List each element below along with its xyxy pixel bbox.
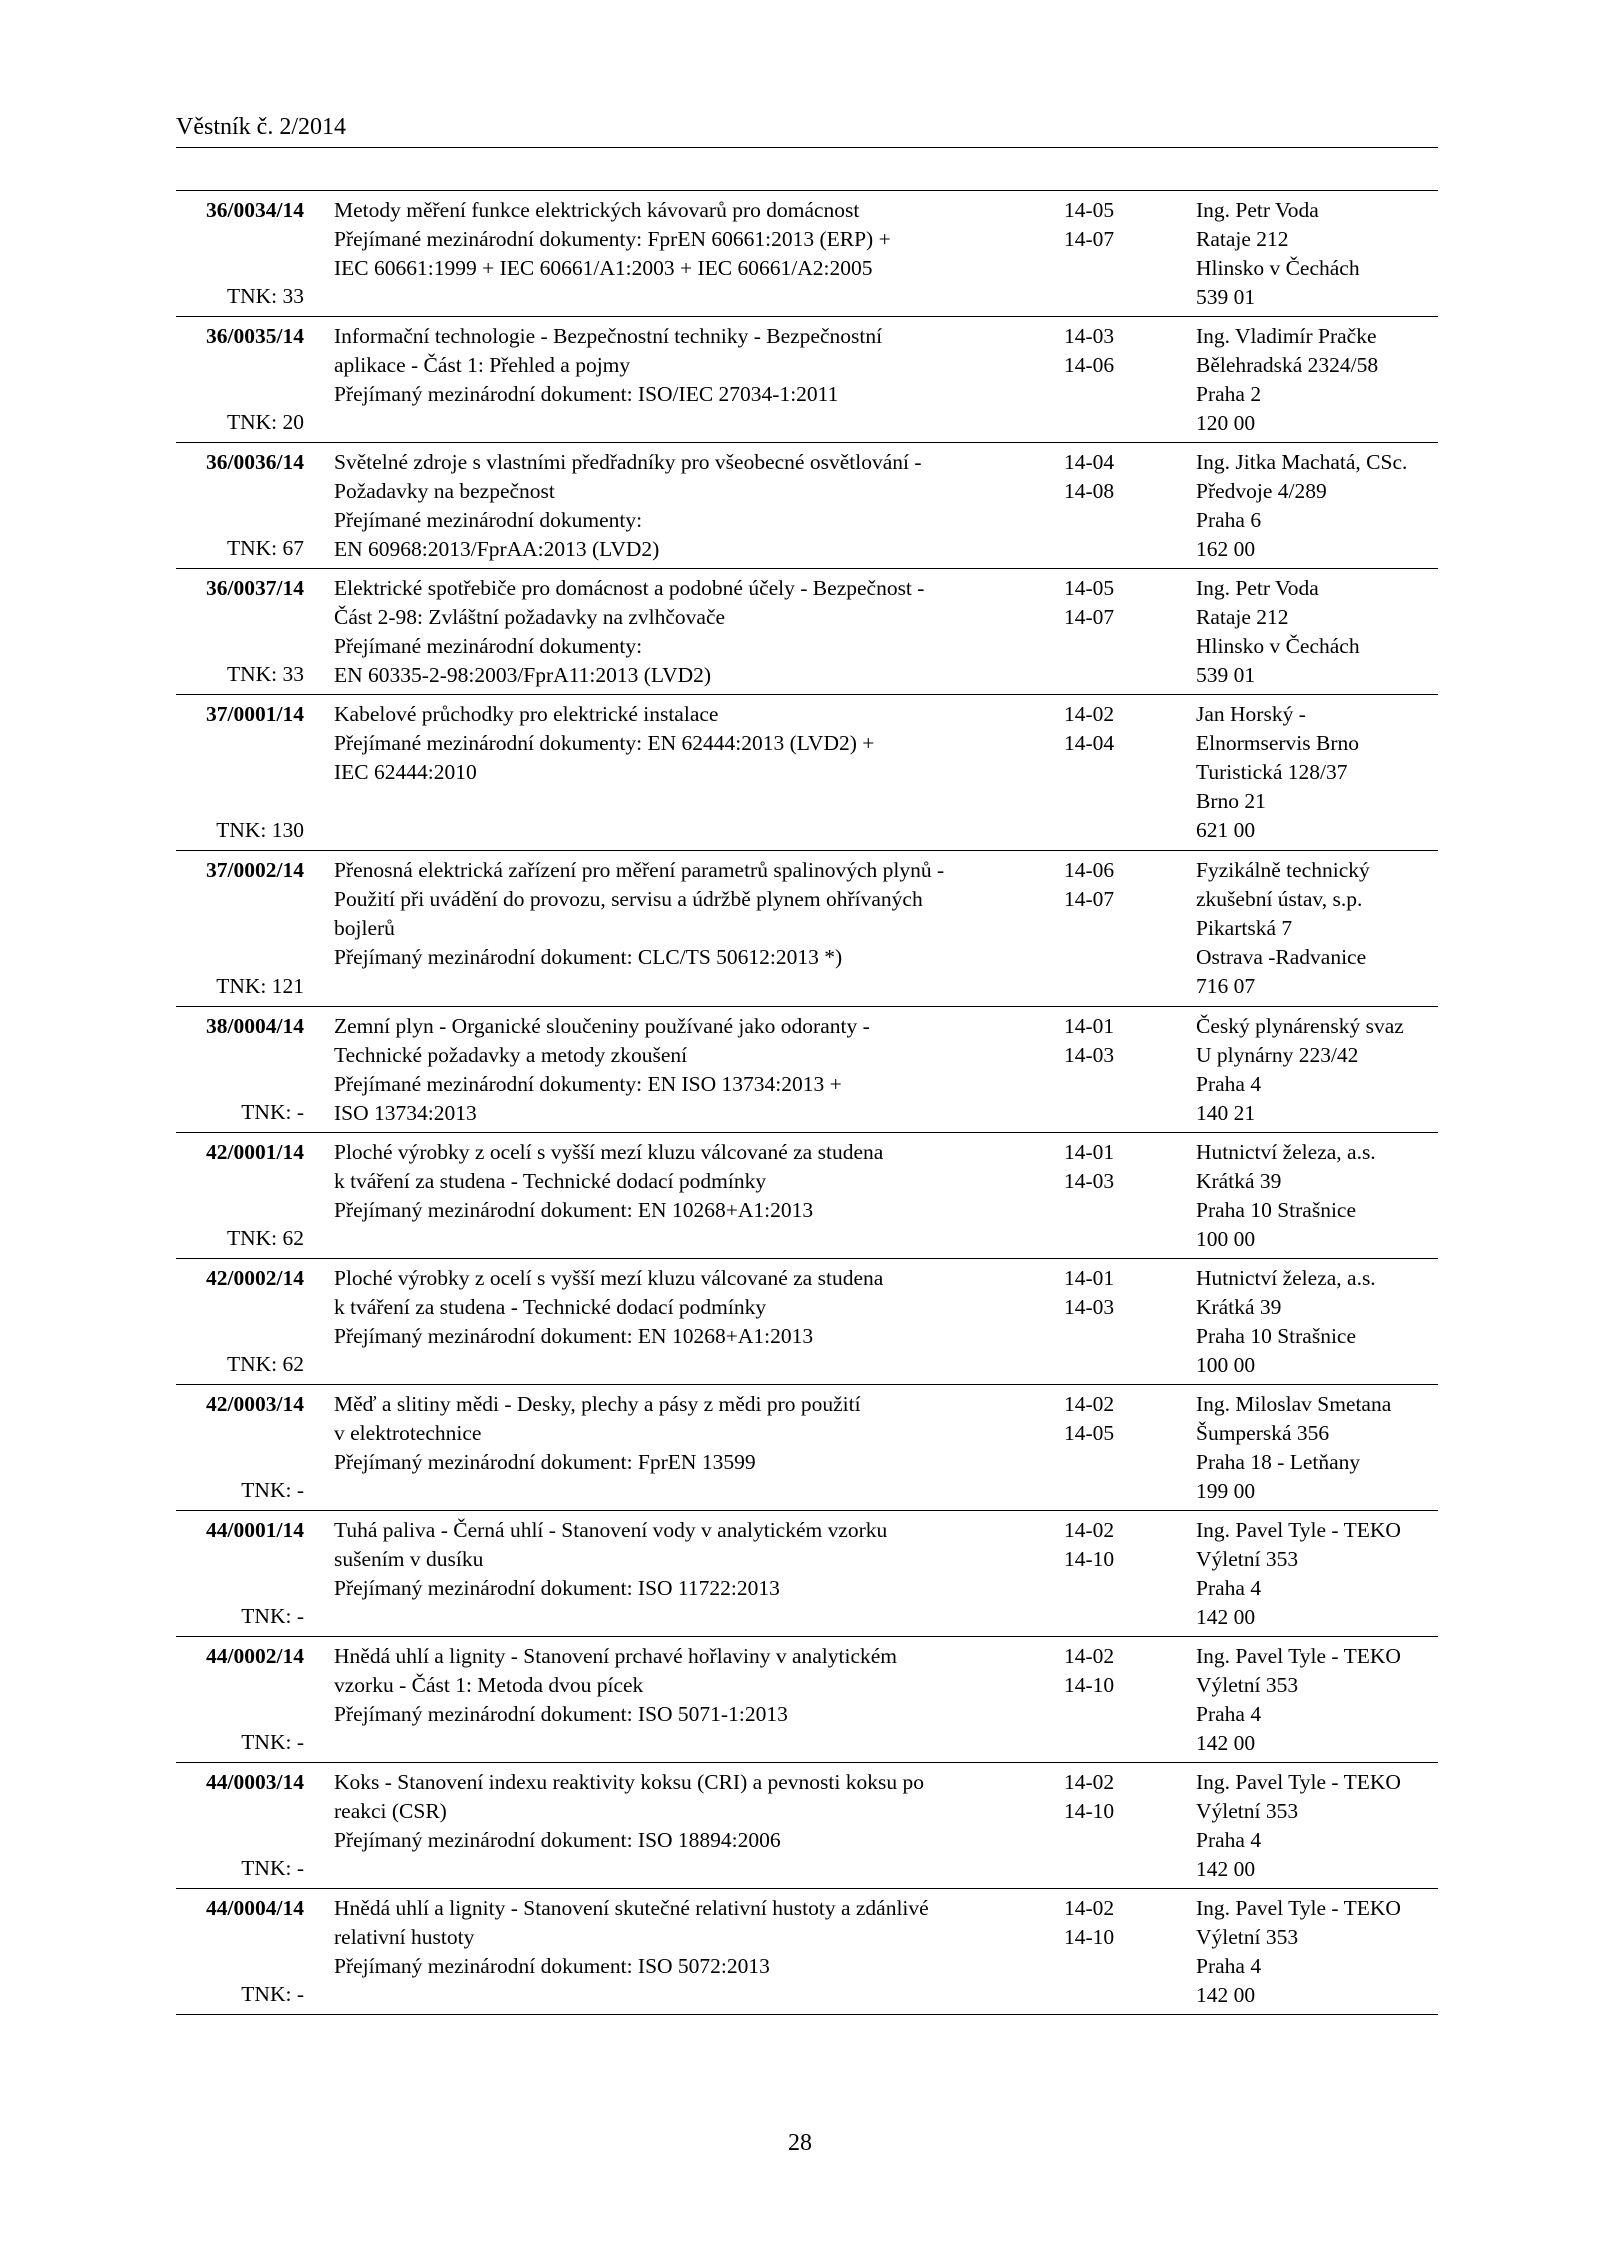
tnk-label: TNK: - <box>241 1478 304 1502</box>
contact-address-line: Ing. Jitka Machatá, CSc. <box>1196 450 1408 474</box>
standard-dates-line: 14-07 <box>1064 605 1115 629</box>
standard-description <box>334 856 1034 972</box>
contact-address-line: 100 00 <box>1196 1353 1256 1377</box>
tnk-label: TNK: 130 <box>216 818 304 842</box>
standard-description <box>334 574 1034 690</box>
contact-address-line: Praha 6 <box>1196 508 1262 532</box>
standard-number: 44/0004/14 <box>206 1896 304 1920</box>
contact-address-line: Ing. Pavel Tyle - TEKO <box>1196 1770 1401 1794</box>
contact-address-line: Praha 10 Strašnice <box>1196 1198 1357 1222</box>
contact-address-line: Turistická 128/37 <box>1196 760 1348 784</box>
standard-dates-line: 14-02 <box>1064 1392 1115 1416</box>
contact-address-line: Šumperská 356 <box>1196 1421 1330 1445</box>
contact-address <box>1196 856 1441 1001</box>
contact-address-line: Český plynárenský svaz <box>1196 1014 1404 1038</box>
standard-dates-line: 14-03 <box>1064 1169 1115 1193</box>
standard-dates <box>1064 1642 1164 1700</box>
contact-address <box>1196 1516 1441 1632</box>
standard-description-line: Světelné zdroje s vlastními předřadníky pro všeobecné osvětlování - <box>334 450 922 474</box>
contact-address-line: 142 00 <box>1196 1731 1256 1755</box>
standard-dates <box>1064 196 1164 254</box>
contact-address-line: Fyzikálně technický <box>1196 858 1370 882</box>
contact-address <box>1196 574 1441 690</box>
standard-description-line: Přejímané mezinárodní dokumenty: EN ISO 13734:2013 + <box>334 1072 842 1096</box>
contact-address-line: Ing. Pavel Tyle - TEKO <box>1196 1518 1401 1542</box>
contact-address <box>1196 1642 1441 1758</box>
table-row <box>176 191 1438 317</box>
standard-number: 44/0002/14 <box>206 1644 304 1668</box>
tnk-label: TNK: - <box>241 1730 304 1754</box>
contact-address-line: Praha 4 <box>1196 1828 1262 1852</box>
standard-dates <box>1064 1390 1164 1448</box>
standard-dates <box>1064 1138 1164 1196</box>
table-row <box>176 1007 1438 1133</box>
standard-dates-line: 14-01 <box>1064 1014 1115 1038</box>
standard-description-line: Měď a slitiny mědi - Desky, plechy a pásy z mědi pro použití <box>334 1392 861 1416</box>
standard-dates <box>1064 1264 1164 1322</box>
standard-dates <box>1064 322 1164 380</box>
tnk-label: TNK: - <box>241 1100 304 1124</box>
contact-address <box>1196 196 1441 312</box>
contact-address-line: Praha 2 <box>1196 382 1262 406</box>
contact-address-line: Ing. Pavel Tyle - TEKO <box>1196 1896 1401 1920</box>
standard-description-line: vzorku - Část 1: Metoda dvou pícek <box>334 1673 644 1697</box>
table-row <box>176 1385 1438 1511</box>
standard-description-line: aplikace - Část 1: Přehled a pojmy <box>334 353 631 377</box>
table-row <box>176 1763 1438 1889</box>
standard-dates-line: 14-01 <box>1064 1140 1115 1164</box>
contact-address-line: Hlinsko v Čechách <box>1196 256 1360 280</box>
contact-address-line: Brno 21 <box>1196 789 1266 813</box>
standard-number: 36/0036/14 <box>206 450 304 474</box>
contact-address-line: Výletní 353 <box>1196 1673 1299 1697</box>
contact-address-line: Bělehradská 2324/58 <box>1196 353 1379 377</box>
standard-dates-line: 14-10 <box>1064 1925 1115 1949</box>
standard-description-line: Přejímaný mezinárodní dokument: FprEN 13599 <box>334 1450 756 1474</box>
standard-description-line: sušením v dusíku <box>334 1547 484 1571</box>
standard-dates <box>1064 1012 1164 1070</box>
standard-description <box>334 700 1034 787</box>
standard-number: 38/0004/14 <box>206 1014 304 1038</box>
standard-description-line: Přejímané mezinárodní dokumenty: <box>334 634 643 658</box>
contact-address-line: Praha 10 Strašnice <box>1196 1324 1357 1348</box>
standard-dates <box>1064 1768 1164 1826</box>
standard-description-line: EN 60968:2013/FprAA:2013 (LVD2) <box>334 537 660 561</box>
standard-description-line: Přejímaný mezinárodní dokument: EN 10268+A1:2013 <box>334 1198 814 1222</box>
contact-address-line: Praha 18 - Letňany <box>1196 1450 1361 1474</box>
standard-dates-line: 14-04 <box>1064 731 1115 755</box>
standard-dates-line: 14-05 <box>1064 1421 1115 1445</box>
tnk-label: TNK: - <box>241 1982 304 2006</box>
contact-address-line: Ing. Petr Voda <box>1196 198 1319 222</box>
contact-address-line: Praha 4 <box>1196 1702 1262 1726</box>
tnk-label: TNK: - <box>241 1604 304 1628</box>
standard-number: 44/0003/14 <box>206 1770 304 1794</box>
standard-description-line: EN 60335-2-98:2003/FprA11:2013 (LVD2) <box>334 663 712 687</box>
contact-address <box>1196 1264 1441 1380</box>
contact-address-line: zkušební ústav, s.p. <box>1196 887 1363 911</box>
table-row <box>176 851 1438 1007</box>
standard-description-line: Přenosná elektrická zařízení pro měření parametrů spalinových plynů - <box>334 858 945 882</box>
standard-dates-line: 14-03 <box>1064 1043 1115 1067</box>
standard-description <box>334 1012 1034 1128</box>
contact-address <box>1196 1768 1441 1884</box>
tnk-label: TNK: - <box>241 1856 304 1880</box>
standard-number: 36/0037/14 <box>206 576 304 600</box>
standard-dates-line: 14-02 <box>1064 1644 1115 1668</box>
contact-address-line: Ing. Vladimír Pračke <box>1196 324 1377 348</box>
standard-description-line: Informační technologie - Bezpečnostní techniky - Bezpečnostní <box>334 324 883 348</box>
contact-address-line: Výletní 353 <box>1196 1799 1299 1823</box>
contact-address-line: 539 01 <box>1196 663 1256 687</box>
standard-dates-line: 14-01 <box>1064 1266 1115 1290</box>
standard-description-line: reakci (CSR) <box>334 1799 447 1823</box>
contact-address-line: Krátká 39 <box>1196 1295 1282 1319</box>
standard-description <box>334 1516 1034 1603</box>
standard-description-line: Hnědá uhlí a lignity - Stanovení prchavé hořlaviny v analytickém <box>334 1644 898 1668</box>
standard-description-line: k tváření za studena - Technické dodací podmínky <box>334 1169 767 1193</box>
contact-address-line: Výletní 353 <box>1196 1547 1299 1571</box>
page-number: 28 <box>788 2130 812 2156</box>
tnk-label: TNK: 121 <box>216 974 304 998</box>
contact-address-line: 621 00 <box>1196 818 1256 842</box>
standard-description-line: Tuhá paliva - Černá uhlí - Stanovení vody v analytickém vzorku <box>334 1518 888 1542</box>
contact-address <box>1196 448 1441 564</box>
standard-dates-line: 14-04 <box>1064 450 1115 474</box>
standard-description-line: v elektrotechnice <box>334 1421 482 1445</box>
standard-dates-line: 14-10 <box>1064 1799 1115 1823</box>
contact-address-line: Ing. Pavel Tyle - TEKO <box>1196 1644 1401 1668</box>
standard-description-line: Požadavky na bezpečnost <box>334 479 555 503</box>
standard-dates-line: 14-05 <box>1064 198 1115 222</box>
standard-description-line: Použití při uvádění do provozu, servisu a údržbě plynem ohřívaných <box>334 887 923 911</box>
contact-address-line: Jan Horský - <box>1196 702 1306 726</box>
contact-address-line: Pikartská 7 <box>1196 916 1293 940</box>
contact-address-line: Praha 4 <box>1196 1576 1262 1600</box>
contact-address-line: 162 00 <box>1196 537 1256 561</box>
table-row <box>176 1511 1438 1637</box>
contact-address-line: Ing. Petr Voda <box>1196 576 1319 600</box>
page-header <box>176 112 1438 148</box>
standard-dates <box>1064 448 1164 506</box>
table-row <box>176 1637 1438 1763</box>
standard-description-line: Přejímaný mezinárodní dokument: CLC/TS 50612:2013 *) <box>334 945 843 969</box>
contact-address-line: 140 21 <box>1196 1101 1256 1125</box>
standard-description-line: Technické požadavky a metody zkoušení <box>334 1043 688 1067</box>
contact-address-line: Předvoje 4/289 <box>1196 479 1327 503</box>
tnk-label: TNK: 62 <box>226 1226 304 1250</box>
contact-address <box>1196 322 1441 438</box>
standard-dates-line: 14-06 <box>1064 858 1115 882</box>
standard-dates-line: 14-03 <box>1064 324 1115 348</box>
standard-description <box>334 1768 1034 1855</box>
standard-description-line: Hnědá uhlí a lignity - Stanovení skutečné relativní hustoty a zdánlivé <box>334 1896 929 1920</box>
standard-description-line: Přejímaný mezinárodní dokument: ISO/IEC 27034-1:2011 <box>334 382 839 406</box>
standard-description-line: IEC 62444:2010 <box>334 760 477 784</box>
standard-description-line: Přejímané mezinárodní dokumenty: FprEN 60661:2013 (ERP) + <box>334 227 891 251</box>
contact-address-line: 142 00 <box>1196 1605 1256 1629</box>
contact-address <box>1196 1390 1441 1506</box>
standard-description-line: Metody měření funkce elektrických kávovarů pro domácnost <box>334 198 860 222</box>
contact-address-line: 142 00 <box>1196 1983 1256 2007</box>
standard-dates-line: 14-02 <box>1064 1896 1115 1920</box>
standard-dates <box>1064 856 1164 914</box>
standard-description-line: k tváření za studena - Technické dodací podmínky <box>334 1295 767 1319</box>
standard-dates-line: 14-02 <box>1064 1518 1115 1542</box>
standard-description <box>334 1138 1034 1225</box>
standard-description-line: Přejímaný mezinárodní dokument: ISO 18894:2006 <box>334 1828 781 1852</box>
standard-number: 37/0002/14 <box>206 858 304 882</box>
standard-description-line: ISO 13734:2013 <box>334 1101 477 1125</box>
table-row <box>176 317 1438 443</box>
standard-dates-line: 14-07 <box>1064 227 1115 251</box>
table-row <box>176 1259 1438 1385</box>
standard-description-line: Přejímaný mezinárodní dokument: ISO 11722:2013 <box>334 1576 780 1600</box>
contact-address-line: Ostrava -Radvanice <box>1196 945 1367 969</box>
standard-description-line: bojlerů <box>334 916 395 940</box>
standard-number: 42/0003/14 <box>206 1392 304 1416</box>
standard-dates-line: 14-06 <box>1064 353 1115 377</box>
standard-description-line: Ploché výrobky z ocelí s vyšší mezí kluzu válcované za studena <box>334 1266 884 1290</box>
standard-dates <box>1064 700 1164 758</box>
standard-dates-line: 14-10 <box>1064 1673 1115 1697</box>
tnk-label: TNK: 33 <box>226 284 304 308</box>
table-row <box>176 443 1438 569</box>
table-row <box>176 1889 1438 2015</box>
standard-dates-line: 14-10 <box>1064 1547 1115 1571</box>
standard-description-line: Kabelové průchodky pro elektrické instalace <box>334 702 719 726</box>
standard-description <box>334 196 1034 283</box>
contact-address-line: Rataje 212 <box>1196 605 1289 629</box>
standard-number: 42/0001/14 <box>206 1140 304 1164</box>
contact-address <box>1196 1138 1441 1254</box>
contact-address-line: Ing. Miloslav Smetana <box>1196 1392 1392 1416</box>
contact-address <box>1196 1894 1441 2010</box>
standard-description-line: Přejímaný mezinárodní dokument: ISO 5071-1:2013 <box>334 1702 788 1726</box>
contact-address-line: Krátká 39 <box>1196 1169 1282 1193</box>
standard-description <box>334 448 1034 564</box>
standard-number: 36/0034/14 <box>206 198 304 222</box>
standard-number: 36/0035/14 <box>206 324 304 348</box>
standard-description <box>334 1390 1034 1477</box>
contact-address-line: U plynárny 223/42 <box>1196 1043 1359 1067</box>
journal-title: Věstník č. 2/2014 <box>176 114 346 140</box>
standard-description-line: Zemní plyn - Organické sloučeniny používané jako odoranty - <box>334 1014 870 1038</box>
table-row <box>176 1133 1438 1259</box>
table-row <box>176 695 1438 851</box>
standard-description-line: Přejímaný mezinárodní dokument: EN 10268+A1:2013 <box>334 1324 814 1348</box>
contact-address-line: 100 00 <box>1196 1227 1256 1251</box>
standard-description <box>334 1894 1034 1981</box>
contact-address-line: Hutnictví železa, a.s. <box>1196 1266 1376 1290</box>
standard-dates-line: 14-07 <box>1064 887 1115 911</box>
contact-address-line: 716 07 <box>1196 974 1256 998</box>
standards-table <box>176 190 1438 2015</box>
contact-address-line: 120 00 <box>1196 411 1256 435</box>
standard-dates-line: 14-02 <box>1064 1770 1115 1794</box>
table-row <box>176 569 1438 695</box>
contact-address <box>1196 1012 1441 1128</box>
contact-address-line: Hlinsko v Čechách <box>1196 634 1360 658</box>
standard-description-line: Přejímané mezinárodní dokumenty: <box>334 508 643 532</box>
standard-description-line: Elektrické spotřebiče pro domácnost a podobné účely - Bezpečnost - <box>334 576 925 600</box>
standard-dates-line: 14-02 <box>1064 702 1115 726</box>
tnk-label: TNK: 20 <box>226 410 304 434</box>
standard-dates-line: 14-05 <box>1064 576 1115 600</box>
contact-address-line: Elnormservis Brno <box>1196 731 1360 755</box>
contact-address-line: Praha 4 <box>1196 1954 1262 1978</box>
tnk-label: TNK: 62 <box>226 1352 304 1376</box>
tnk-label: TNK: 67 <box>226 536 304 560</box>
standard-dates <box>1064 1516 1164 1574</box>
standard-description-line: IEC 60661:1999 + IEC 60661/A1:2003 + IEC 60661/A2:2005 <box>334 256 873 280</box>
contact-address-line: 539 01 <box>1196 285 1256 309</box>
standard-description-line: relativní hustoty <box>334 1925 475 1949</box>
contact-address-line: Výletní 353 <box>1196 1925 1299 1949</box>
standard-description-line: Přejímané mezinárodní dokumenty: EN 62444:2013 (LVD2) + <box>334 731 875 755</box>
standard-number: 37/0001/14 <box>206 702 304 726</box>
standard-dates <box>1064 574 1164 632</box>
contact-address-line: Hutnictví železa, a.s. <box>1196 1140 1376 1164</box>
standard-dates-line: 14-08 <box>1064 479 1115 503</box>
standard-number: 42/0002/14 <box>206 1266 304 1290</box>
standard-description <box>334 322 1034 409</box>
standard-description-line: Přejímaný mezinárodní dokument: ISO 5072:2013 <box>334 1954 770 1978</box>
contact-address-line: Rataje 212 <box>1196 227 1289 251</box>
standard-description-line: Část 2-98: Zvláštní požadavky na zvlhčovače <box>334 605 726 629</box>
standard-description <box>334 1264 1034 1351</box>
contact-address-line: 142 00 <box>1196 1857 1256 1881</box>
standard-description-line: Koks - Stanovení indexu reaktivity koksu (CRI) a pevnosti koksu po <box>334 1770 924 1794</box>
contact-address-line: 199 00 <box>1196 1479 1256 1503</box>
standard-dates <box>1064 1894 1164 1952</box>
standard-number: 44/0001/14 <box>206 1518 304 1542</box>
standard-description <box>334 1642 1034 1729</box>
standard-dates-line: 14-03 <box>1064 1295 1115 1319</box>
standard-description-line: Ploché výrobky z ocelí s vyšší mezí kluzu válcované za studena <box>334 1140 884 1164</box>
contact-address-line: Praha 4 <box>1196 1072 1262 1096</box>
contact-address <box>1196 700 1441 845</box>
tnk-label: TNK: 33 <box>226 662 304 686</box>
